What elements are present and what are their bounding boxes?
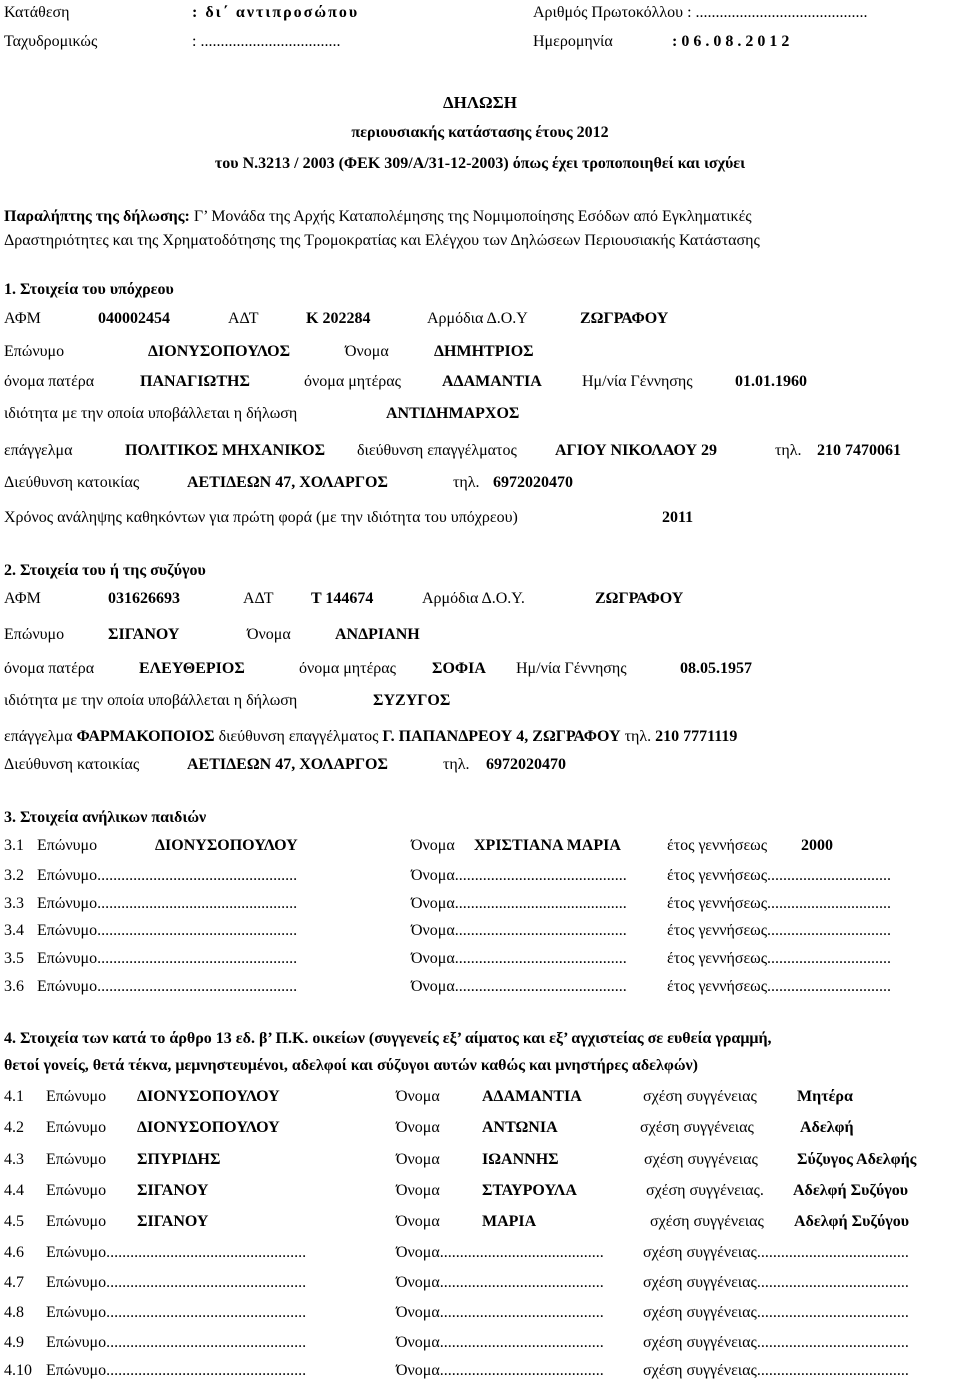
s2-tel2: 6972020470 <box>486 756 566 773</box>
relative-surname-label: Επώνυμο <box>46 1182 107 1199</box>
relative-surname: ΔΙΟΝΥΣΟΠΟΥΛΟΥ <box>137 1119 280 1136</box>
s1-surname-label: Επώνυμο <box>4 343 65 360</box>
s1-profession: ΠΟΛΙΤΙΚΟΣ ΜΗΧΑΝΙΚΟΣ <box>125 442 326 459</box>
relative-name-label: Όνομα <box>396 1151 440 1168</box>
section4-heading: 4. Στοιχεία των κατά το άρθρο 13 εδ. β’ Π.Κ. οικείων (συγγενείς εξ’ αίματος και εξ’ αγχιστείας σε ευθεία γραμμή, <box>4 1030 772 1047</box>
s2-afm: 031626693 <box>108 590 180 607</box>
relative-name-label: Όνομα <box>396 1213 440 1230</box>
s2-work-address: Γ. ΠΑΠΑΝΔΡΕΟΥ 4, ΖΩΓΡΑΦΟΥ <box>382 728 621 745</box>
date-label: Ημερομηνία <box>533 33 613 50</box>
s1-name-label: Όνομα <box>345 343 389 360</box>
relative-number: 4.1 <box>4 1088 24 1105</box>
relative-surname-label: Επώνυμο <box>46 1151 107 1168</box>
relative-name-blank: Όνομα......................................... <box>396 1304 604 1321</box>
s1-tel-label: τηλ. <box>775 442 802 459</box>
relative-name-blank: Όνομα......................................... <box>396 1334 604 1351</box>
relative-name: ΙΩΑΝΝΗΣ <box>482 1151 559 1168</box>
child-year-blank: έτος γεννήσεως............................... <box>667 867 892 884</box>
s2-dob-label: Ημ/νία Γέννησης <box>516 660 627 677</box>
relative-number: 4.3 <box>4 1151 24 1168</box>
s2-work-address-label: διεύθυνση επαγγέλματος <box>218 728 379 745</box>
relative-number: 4.9 <box>4 1334 24 1351</box>
child-name-blank: Όνομα........................................... <box>411 922 627 939</box>
s2-afm-label: ΑΦΜ <box>4 590 41 607</box>
relative-relation-label: σχέση συγγένειας <box>640 1119 754 1136</box>
submission-value: : δι΄ αντιπροσώπου <box>192 4 360 21</box>
relative-relation-label: σχέση συγγένειας <box>644 1151 758 1168</box>
s1-afm-label: ΑΦΜ <box>4 310 41 327</box>
s2-tel-label: τηλ. <box>624 728 652 745</box>
relative-relation: Αδελφή Συζύγου <box>793 1182 909 1199</box>
s2-adt-label: ΑΔΤ <box>243 590 274 607</box>
s1-adt: Κ 202284 <box>306 310 371 327</box>
s1-home-label: Διεύθυνση κατοικίας <box>4 474 140 491</box>
s2-mother-label: όνομα μητέρας <box>299 660 396 677</box>
s1-mother: ΑΔΑΜΑΝΤΙΑ <box>442 373 542 390</box>
section1-heading: 1. Στοιχεία του υπόχρεου <box>4 281 174 298</box>
relative-number: 4.7 <box>4 1274 24 1291</box>
relative-relation-label: σχέση συγγένειας <box>643 1088 757 1105</box>
relative-surname-label: Επώνυμο <box>46 1119 107 1136</box>
s2-doy: ΖΩΓΡΑΦΟΥ <box>595 590 684 607</box>
s2-surname-label: Επώνυμο <box>4 626 65 643</box>
relative-name-blank: Όνομα......................................... <box>396 1274 604 1291</box>
relative-number: 4.10 <box>4 1362 32 1379</box>
s1-year: 2011 <box>662 509 694 526</box>
s2-capacity-label: ιδιότητα με την οποία υποβάλλεται η δήλωση <box>4 692 298 709</box>
s2-home: ΑΕΤΙΔΕΩΝ 47, ΧΟΛΑΡΓΟΣ <box>187 756 388 773</box>
s1-mother-label: όνομα μητέρας <box>304 373 401 390</box>
child-surname-blank: Επώνυμο.................................................. <box>37 867 298 884</box>
relative-surname-blank: Επώνυμο.................................................. <box>46 1274 307 1291</box>
relative-number: 4.4 <box>4 1182 24 1199</box>
s2-doy-label: Αρμόδια Δ.Ο.Υ. <box>422 590 525 607</box>
s2-adt: Τ 144674 <box>311 590 374 607</box>
child-number: 3.3 <box>4 895 24 912</box>
child-name-blank: Όνομα........................................... <box>411 895 627 912</box>
relative-surname: ΣΙΓΑΝΟΥ <box>137 1213 209 1230</box>
date-value: : 0 6 . 0 8 . 2 0 1 2 <box>672 33 790 50</box>
s2-home-label: Διεύθυνση κατοικίας <box>4 756 140 773</box>
relative-relation-label: σχέση συγγένειας <box>650 1213 764 1230</box>
s2-tel: 210 7771119 <box>655 728 738 745</box>
recipient-line2: Δραστηριότητες και της Χρηματοδότησης της Τρομοκρατίας και Ελέγχου των Δηλώσεων Περιουσιακής Κατάστασης <box>4 232 760 249</box>
child-year-label: έτος γεννήσεως <box>667 837 768 854</box>
child-year-blank: έτος γεννήσεως............................... <box>667 922 892 939</box>
child-number: 3.5 <box>4 950 24 967</box>
s1-doy-label: Αρμόδια Δ.Ο.Υ <box>427 310 528 327</box>
relative-relation: Σύζυγος Αδελφής <box>797 1151 917 1168</box>
relative-name-label: Όνομα <box>396 1182 440 1199</box>
relative-name-blank: Όνομα......................................... <box>396 1362 604 1379</box>
child-surname: ΔΙΟΝΥΣΟΠΟΥΛΟΥ <box>155 837 298 854</box>
relative-relation-label: σχέση συγγένειας. <box>646 1182 764 1199</box>
s1-home: ΑΕΤΙΔΕΩΝ 47, ΧΟΛΑΡΓΟΣ <box>187 474 388 491</box>
s2-surname: ΣΙΓΑΝΟΥ <box>108 626 180 643</box>
section4-heading-cont: θετοί γονείς, θετά τέκνα, μεμνηστευμένοι, αδελφοί και σύζυγοι αυτών καθώς και μνηστήρες αδελφών) <box>4 1057 698 1074</box>
s2-father: ΕΛΕΥΘΕΡΙΟΣ <box>139 660 245 677</box>
relative-name-blank: Όνομα......................................... <box>396 1244 604 1261</box>
child-surname-blank: Επώνυμο.................................................. <box>37 922 298 939</box>
section2-heading: 2. Στοιχεία του ή της συζύγου <box>4 562 206 579</box>
child-surname-label: Επώνυμο <box>37 837 98 854</box>
child-number: 3.6 <box>4 978 24 995</box>
child-number: 3.2 <box>4 867 24 884</box>
s2-name: ΑΝΔΡΙΑΝΗ <box>335 626 420 643</box>
child-number: 3.4 <box>4 922 24 939</box>
relative-name-label: Όνομα <box>396 1119 440 1136</box>
relative-number: 4.6 <box>4 1244 24 1261</box>
s2-father-label: όνομα πατέρα <box>4 660 95 677</box>
section3-heading: 3. Στοιχεία ανήλικων παιδιών <box>4 809 207 826</box>
relative-surname: ΣΙΓΑΝΟΥ <box>137 1182 209 1199</box>
relative-surname: ΔΙΟΝΥΣΟΠΟΥΛΟΥ <box>137 1088 280 1105</box>
law-reference: του Ν.3213 / 2003 (ΦΕΚ 309/Α/31-12-2003) όπως έχει τροποποιηθεί και ισχύει <box>214 155 746 172</box>
postal-value: : ................................... <box>192 33 341 50</box>
s1-tel2-label: τηλ. <box>453 474 480 491</box>
submission-label: Κατάθεση <box>4 4 70 21</box>
s1-doy: ΖΩΓΡΑΦΟΥ <box>580 310 669 327</box>
s1-surname: ΔΙΟΝΥΣΟΠΟΥΛΟΣ <box>148 343 291 360</box>
s2-mother: ΣΟΦΙΑ <box>432 660 486 677</box>
relative-relation-blank: σχέση συγγένειας...................................... <box>643 1304 909 1321</box>
relative-relation-blank: σχέση συγγένειας...................................... <box>643 1334 909 1351</box>
relative-surname-label: Επώνυμο <box>46 1213 107 1230</box>
relative-name-label: Όνομα <box>396 1088 440 1105</box>
s1-adt-label: ΑΔΤ <box>228 310 259 327</box>
s2-name-label: Όνομα <box>247 626 291 643</box>
child-name-blank: Όνομα........................................... <box>411 867 627 884</box>
child-surname-blank: Επώνυμο.................................................. <box>37 978 298 995</box>
s2-profession-line <box>4 728 737 746</box>
s1-capacity: ΑΝΤΙΔΗΜΑΡΧΟΣ <box>386 405 520 422</box>
relative-relation-blank: σχέση συγγένειας...................................... <box>643 1362 909 1379</box>
recipient-label: Παραλήπτης της δήλωσης: <box>4 208 190 225</box>
relative-name: ΜΑΡΙΑ <box>482 1213 537 1230</box>
child-year-blank: έτος γεννήσεως............................... <box>667 895 892 912</box>
s1-father: ΠΑΝΑΓΙΩΤΗΣ <box>140 373 250 390</box>
protocol-number: Αριθμός Πρωτοκόλλου : ........................................... <box>533 4 868 21</box>
relative-number: 4.5 <box>4 1213 24 1230</box>
page-title: ΔΗΛΩΣΗ <box>442 93 518 112</box>
relative-number: 4.8 <box>4 1304 24 1321</box>
s1-profession-label: επάγγελμα <box>4 442 73 459</box>
s1-dob: 01.01.1960 <box>735 373 807 390</box>
s1-work-address-label: διεύθυνση επαγγέλματος <box>357 442 517 459</box>
relative-surname-blank: Επώνυμο.................................................. <box>46 1334 307 1351</box>
relative-relation: Αδελφή Συζύγου <box>794 1213 910 1230</box>
relative-name: ΑΔΑΜΑΝΤΙΑ <box>482 1088 582 1105</box>
s1-name: ΔΗΜΗΤΡΙΟΣ <box>434 343 534 360</box>
s1-capacity-label: ιδιότητα με την οποία υποβάλλεται η δήλωση <box>4 405 298 422</box>
relative-surname: ΣΠΥΡΙΔΗΣ <box>137 1151 221 1168</box>
child-number: 3.1 <box>4 837 24 854</box>
relative-surname-label: Επώνυμο <box>46 1088 107 1105</box>
s1-dob-label: Ημ/νία Γέννησης <box>582 373 693 390</box>
relative-relation: Μητέρα <box>797 1088 853 1105</box>
s2-dob: 08.05.1957 <box>680 660 752 677</box>
relative-surname-blank: Επώνυμο.................................................. <box>46 1362 307 1379</box>
postal-label: Ταχυδρομικώς <box>4 33 98 50</box>
relative-relation-blank: σχέση συγγένειας...................................... <box>643 1274 909 1291</box>
relative-number: 4.2 <box>4 1119 24 1136</box>
s1-year-label: Χρόνος ανάληψης καθηκόντων για πρώτη φορά (με την ιδιότητα του υπόχρεου) <box>4 509 518 526</box>
s1-father-label: όνομα πατέρα <box>4 373 95 390</box>
child-year-blank: έτος γεννήσεως............................... <box>667 978 892 995</box>
child-name-blank: Όνομα........................................... <box>411 978 627 995</box>
relative-surname-blank: Επώνυμο.................................................. <box>46 1244 307 1261</box>
s1-afm: 040002454 <box>98 310 170 327</box>
s2-tel2-label: τηλ. <box>443 756 470 773</box>
recipient-line1 <box>4 208 752 226</box>
s1-tel2: 6972020470 <box>493 474 573 491</box>
relative-relation-blank: σχέση συγγένειας...................................... <box>643 1244 909 1261</box>
child-name-blank: Όνομα........................................... <box>411 950 627 967</box>
s2-profession-label: επάγγελμα <box>4 728 73 745</box>
recipient-text1: Γ’ Μονάδα της Αρχής Καταπολέμησης της Νομιμοποίησης Εσόδων από Εγκληματικές <box>193 208 752 225</box>
relative-name: ΑΝΤΩΝΙΑ <box>482 1119 558 1136</box>
child-name: ΧΡΙΣΤΙΑΝΑ ΜΑΡΙΑ <box>474 837 621 854</box>
s2-profession: ΦΑΡΜΑΚΟΠΟΙΟΣ <box>76 728 215 745</box>
child-surname-blank: Επώνυμο.................................................. <box>37 895 298 912</box>
relative-relation: Αδελφή <box>800 1119 854 1136</box>
relative-name: ΣΤΑΥΡΟΥΛΑ <box>482 1182 577 1199</box>
page-subtitle: περιουσιακής κατάστασης έτους 2012 <box>351 124 609 141</box>
relative-surname-blank: Επώνυμο.................................................. <box>46 1304 307 1321</box>
child-year: 2000 <box>801 837 833 854</box>
child-surname-blank: Επώνυμο.................................................. <box>37 950 298 967</box>
s2-capacity: ΣΥΖΥΓΟΣ <box>373 692 451 709</box>
s1-tel: 210 7470061 <box>817 442 901 459</box>
child-year-blank: έτος γεννήσεως............................... <box>667 950 892 967</box>
s1-work-address: ΑΓΙΟΥ ΝΙΚΟΛΑΟΥ 29 <box>555 442 718 459</box>
child-name-label: Όνομα <box>411 837 455 854</box>
